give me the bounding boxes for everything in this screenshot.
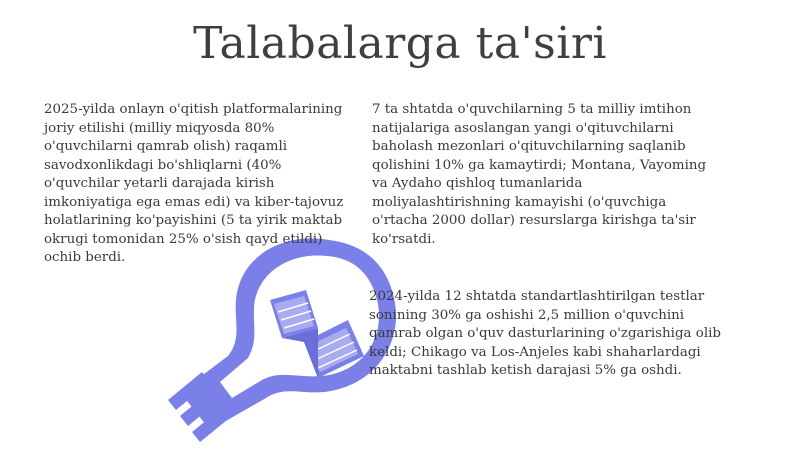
paragraph-left: 2025-yilda onlayn o'qitish platformalarining joriy etilishi (milliy miqyosda 80% o'quvchilarni qamrab olish) raqamli savodxonlikdagi bo'shliqlarni (40% o'quvchilar yetarli darajada kirish imkoniyatiga ega emas edi) va kiber-tajovuz holatlarining ko'payishini (5 ta yirik maktab okrugi tomonidan 25% o'sish qayd etildi) ochib berdi. (44, 102, 344, 265)
slide-title: Talabalarga ta'siri (193, 18, 607, 69)
paragraph-right-bottom: 2024-yilda 12 shtatda standartlashtirilgan testlar sonining 30% ga oshishi 2,5 million o'quvchini qamrab olgan o'quv dasturlarining o'zgarishiga olib keldi; Chikago va Los-Anjeles kabi shaharlardagi maktabni tashlab ketish darajasi 5% ga oshdi. (369, 289, 721, 378)
paragraph-right-top: 7 ta shtatda o'quvchilarning 5 ta milliy imtihon natijalariga asoslangan yangi o'qituvchilarni baholash mezonlari o'qituvchilarning saqlanib qolishini 10% ga kamaytirdi; Montana, Vayoming va Aydaho qishloq tumanlarida moliyalashtirishning kamayishi (o'quvchiga o'rtacha 2000 dollar) resurslarga kirishga ta'sir ko'rsatdi. (372, 102, 707, 247)
